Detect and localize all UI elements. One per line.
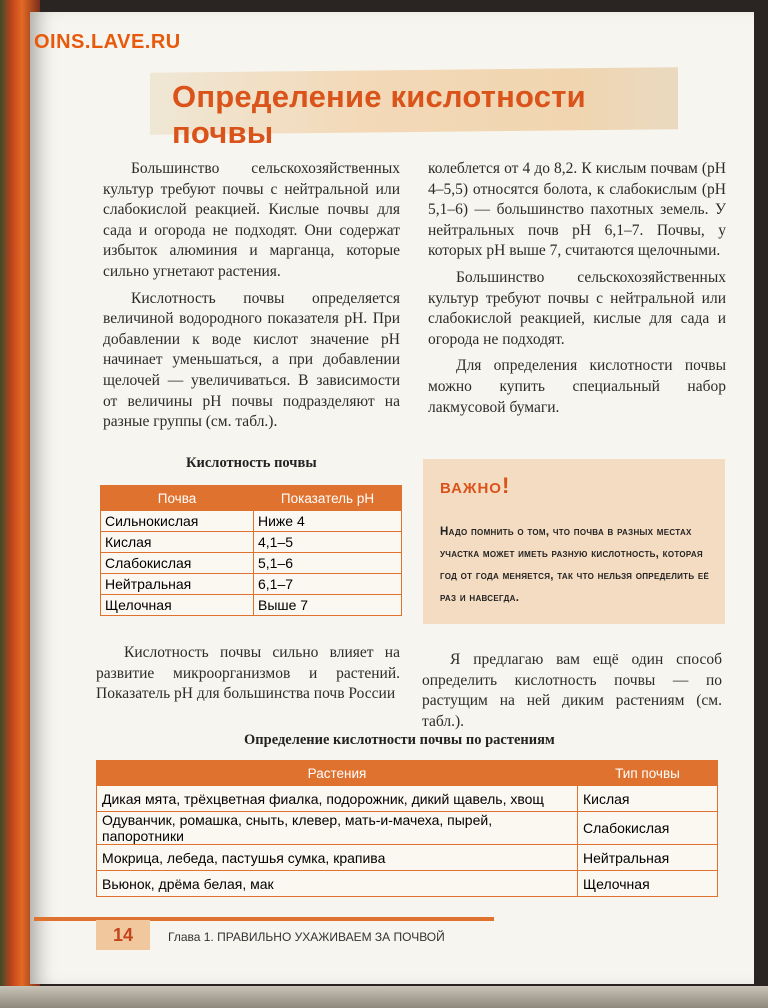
table-cell: 4,1–5 [254, 532, 402, 553]
table-row [97, 845, 718, 871]
watermark: OINS.LAVE.RU [34, 31, 181, 53]
table-cell: Вьюнок, дрёма белая, мак [97, 871, 578, 897]
table-header: Почва [101, 486, 254, 511]
table-cell: Сильнокислая [101, 511, 254, 532]
table-cell: Нейтральная [101, 574, 254, 595]
table-cell: Дикая мята, трёхцветная фиалка, подорожник, дикий щавель, хвощ [97, 786, 578, 812]
table-header: Тип почвы [578, 761, 718, 786]
table2-title: Определение кислотности почвы по растениям [244, 732, 555, 748]
left-column [103, 159, 400, 439]
paragraph: Кислотность почвы сильно влияет на развитие микроорганизмов и растений. Показатель pH для большинства почв России [96, 644, 400, 703]
table-cell: Кислая [578, 786, 718, 812]
important-text: Надо помнить о том, что почва в разных местах участка может иметь разную кислотность, которая год от года меняется, так что нельзя определить её раз и навсегда. [440, 526, 710, 604]
table-cell: Слабокислая [578, 812, 718, 845]
table-cell: Выше 7 [254, 595, 402, 616]
table-cell: Щелочная [101, 595, 254, 616]
table-row [101, 532, 402, 553]
exclamation-icon: ! [501, 473, 511, 498]
page-title: Определение кислотности почвы [172, 79, 586, 150]
table-cell: 5,1–6 [254, 553, 402, 574]
important-label [440, 473, 510, 499]
table-cell: Кислая [101, 532, 254, 553]
paragraph: Для определения кислотности почвы можно купить специальный набор лакмусовой бумаги. [428, 357, 726, 416]
table-row [97, 786, 718, 812]
paragraph: Большинство сельскохозяйственных культур требуют почвы с нейтральной или слабокислой реакцией, кислые для сада и огорода не подходят. [428, 268, 726, 348]
left-column-bottom [96, 643, 400, 711]
table-cell: 6,1–7 [254, 574, 402, 595]
table-header: Показатель pH [254, 486, 402, 511]
chapter-title: Глава 1. ПРАВИЛЬНО УХАЖИВАЕМ ЗА ПОЧВОЙ [168, 930, 445, 944]
table-row [101, 511, 402, 532]
table-cell: Одуванчик, ромашка, сныть, клевер, мать-и-мачеха, пырей, папоротники [97, 812, 578, 845]
table-header: Растения [97, 761, 578, 786]
soil-acidity-table [100, 485, 402, 616]
right-column [428, 159, 726, 424]
table-row [101, 574, 402, 595]
table-row [97, 812, 718, 845]
page-number: 14 [112, 925, 134, 945]
table-row [101, 595, 402, 616]
table-cell: Щелочная [578, 871, 718, 897]
table-row [101, 553, 402, 574]
paragraph: колеблется от 4 до 8,2. К кислым почвам (pH 4–5,5) относятся болота, к слабокислым (pH 5,1–6) — большинство пахотных земель. У нейтральных почв pH 6,1–7. Почвы, у которых pH выше 7, считаются щелочными. [428, 160, 726, 260]
table-cell: Слабокислая [101, 553, 254, 574]
paragraph: Кислотность почвы определяется величиной водородного показателя pH. При добавлении к воде кислот значение pH начинает уменьшаться, а при добавлении щелочей — увеличиваться. В зависимости от величины pH почвы подразделяют на разные группы (см. табл.). [103, 289, 400, 431]
table-cell: Мокрица, лебеда, пастушья сумка, крапива [97, 845, 578, 871]
paragraph: Большинство сельскохозяйственных культур требуют почвы с нейтральной или слабокислой реакцией. Кислые почвы для сада и огорода не подходят. Они содержат избыток алюминия и марганца, которые сильно угнетают растения. [103, 160, 400, 280]
paragraph: Я предлагаю вам ещё один способ определить кислотность почвы — по растущим на ней диким растениям (см. табл.). [422, 651, 722, 730]
table1-title: Кислотность почвы [186, 455, 317, 471]
right-column-bottom [422, 650, 722, 738]
table-cell: Ниже 4 [254, 511, 402, 532]
plants-acidity-table [96, 760, 718, 897]
table-row [97, 871, 718, 897]
table-cell: Нейтральная [578, 845, 718, 871]
book-bottom-edge [0, 986, 768, 1008]
important-label-text: ВАЖНО [440, 480, 502, 497]
